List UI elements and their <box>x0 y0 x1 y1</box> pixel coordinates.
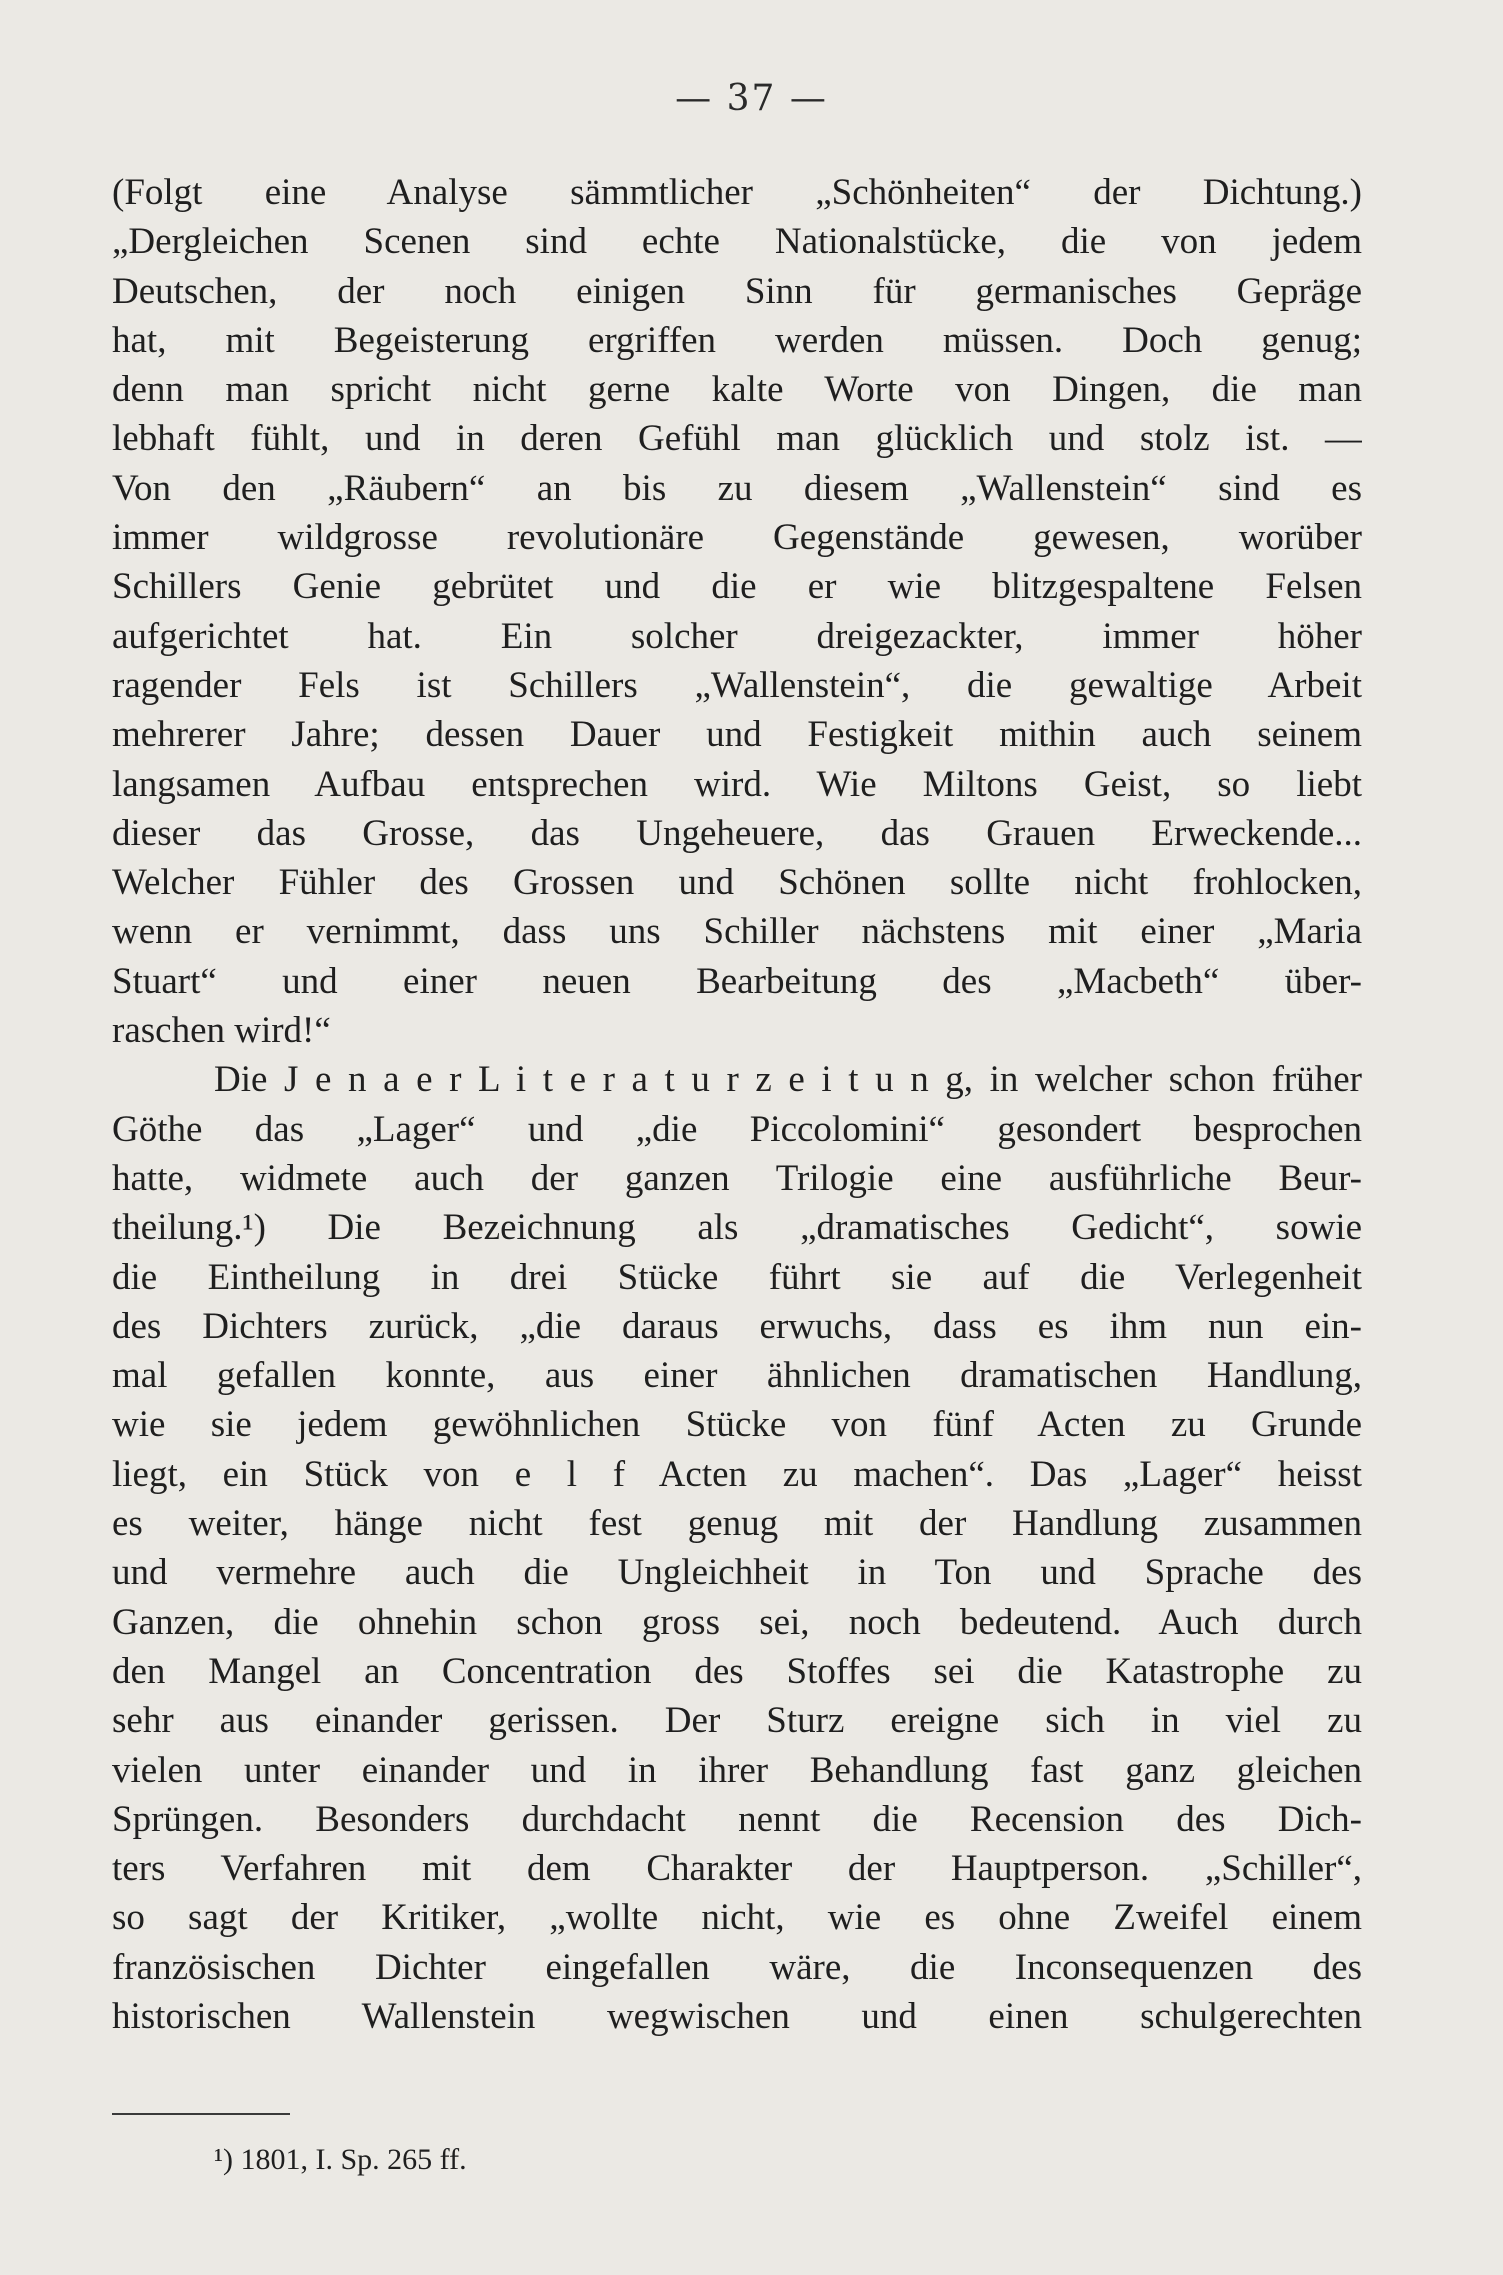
text-line: langsamen Aufbau entsprechen wird. Wie Miltons Geist, so liebt <box>112 763 1362 805</box>
text-line: wie sie jedem gewöhnlichen Stücke von fünf Acten zu Grunde <box>112 1404 1362 1446</box>
text-line: des Dichters zurück, „die daraus erwuchs, dass es ihm nun ein- <box>112 1305 1362 1347</box>
text-line: Die J e n a e r L i t e r a t u r z e i t u n g, in welcher schon früher <box>214 1059 1362 1101</box>
text-line: ters Verfahren mit dem Charakter der Hauptperson. „Schiller“, <box>112 1848 1362 1890</box>
text-line: „Dergleichen Scenen sind echte Nationalstücke, die von jedem <box>112 221 1362 263</box>
body-text <box>112 168 1362 2041</box>
text-line: Ganzen, die ohnehin schon gross sei, noch bedeutend. Auch durch <box>112 1601 1362 1643</box>
text-line: Von den „Räubern“ an bis zu diesem „Wallenstein“ sind es <box>112 467 1362 509</box>
text-line: und vermehre auch die Ungleichheit in Ton und Sprache des <box>112 1552 1362 1594</box>
text-line: Schillers Genie gebrütet und die er wie blitzgespaltene Felsen <box>112 566 1362 608</box>
text-line: Welcher Fühler des Grossen und Schönen sollte nicht frohlocken, <box>112 862 1362 904</box>
text-line: historischen Wallenstein wegwischen und einen schulgerechten <box>112 1995 1362 2037</box>
text-line: aufgerichtet hat. Ein solcher dreigezackter, immer höher <box>112 615 1362 657</box>
text-line: liegt, ein Stück von e l f Acten zu machen“. Das „Lager“ heisst <box>112 1453 1362 1495</box>
text-line: sehr aus einander gerissen. Der Sturz ereigne sich in viel zu <box>112 1700 1362 1742</box>
text-line: Stuart“ und einer neuen Bearbeitung des „Macbeth“ über- <box>112 960 1362 1002</box>
text-line: denn man spricht nicht gerne kalte Worte von Dingen, die man <box>112 369 1362 411</box>
footnote-divider <box>112 2113 290 2115</box>
text-line: hatte, widmete auch der ganzen Trilogie eine ausführliche Beur- <box>112 1157 1362 1199</box>
text-line: Göthe das „Lager“ und „die Piccolomini“ gesondert besprochen <box>112 1108 1362 1150</box>
text-line: lebhaft fühlt, und in deren Gefühl man glücklich und stolz ist. — <box>112 418 1362 460</box>
text-line: vielen unter einander und in ihrer Behandlung fast ganz gleichen <box>112 1749 1362 1791</box>
text-line: die Eintheilung in drei Stücke führt sie auf die Verlegenheit <box>112 1256 1362 1298</box>
text-line: mehrerer Jahre; dessen Dauer und Festigkeit mithin auch seinem <box>112 714 1362 756</box>
text-line: französischen Dichter eingefallen wäre, die Inconsequenzen des <box>112 1946 1362 1988</box>
text-line: (Folgt eine Analyse sämmtlicher „Schönheiten“ der Dichtung.) <box>112 172 1362 213</box>
text-line: es weiter, hänge nicht fest genug mit der Handlung zusammen <box>112 1503 1362 1545</box>
text-line: theilung.¹) Die Bezeichnung als „dramatisches Gedicht“, sowie <box>112 1207 1362 1249</box>
text-line: Deutschen, der noch einigen Sinn für germanisches Gepräge <box>112 270 1362 312</box>
text-line: ragender Fels ist Schillers „Wallenstein“, die gewaltige Arbeit <box>112 664 1362 706</box>
text-line: hat, mit Begeisterung ergriffen werden müssen. Doch genug; <box>112 319 1362 361</box>
text-line: so sagt der Kritiker, „wollte nicht, wie es ohne Zweifel einem <box>112 1897 1362 1939</box>
text-line: dieser das Grosse, das Ungeheuere, das Grauen Erweckende... <box>112 812 1362 854</box>
text-line: Sprüngen. Besonders durchdacht nennt die Recension des Dich- <box>112 1798 1362 1840</box>
text-line: raschen wird!“ <box>112 1010 331 1052</box>
page-number: — 37 — <box>675 78 828 119</box>
text-line: wenn er vernimmt, dass uns Schiller nächstens mit einer „Maria <box>112 911 1362 953</box>
text-line: den Mangel an Concentration des Stoffes sei die Katastrophe zu <box>112 1650 1362 1692</box>
text-line: immer wildgrosse revolutionäre Gegenstände gewesen, worüber <box>112 517 1362 559</box>
text-line: mal gefallen konnte, aus einer ähnlichen dramatischen Handlung, <box>112 1355 1362 1397</box>
footnote: ¹) 1801, I. Sp. 265 ff. <box>214 2143 467 2176</box>
